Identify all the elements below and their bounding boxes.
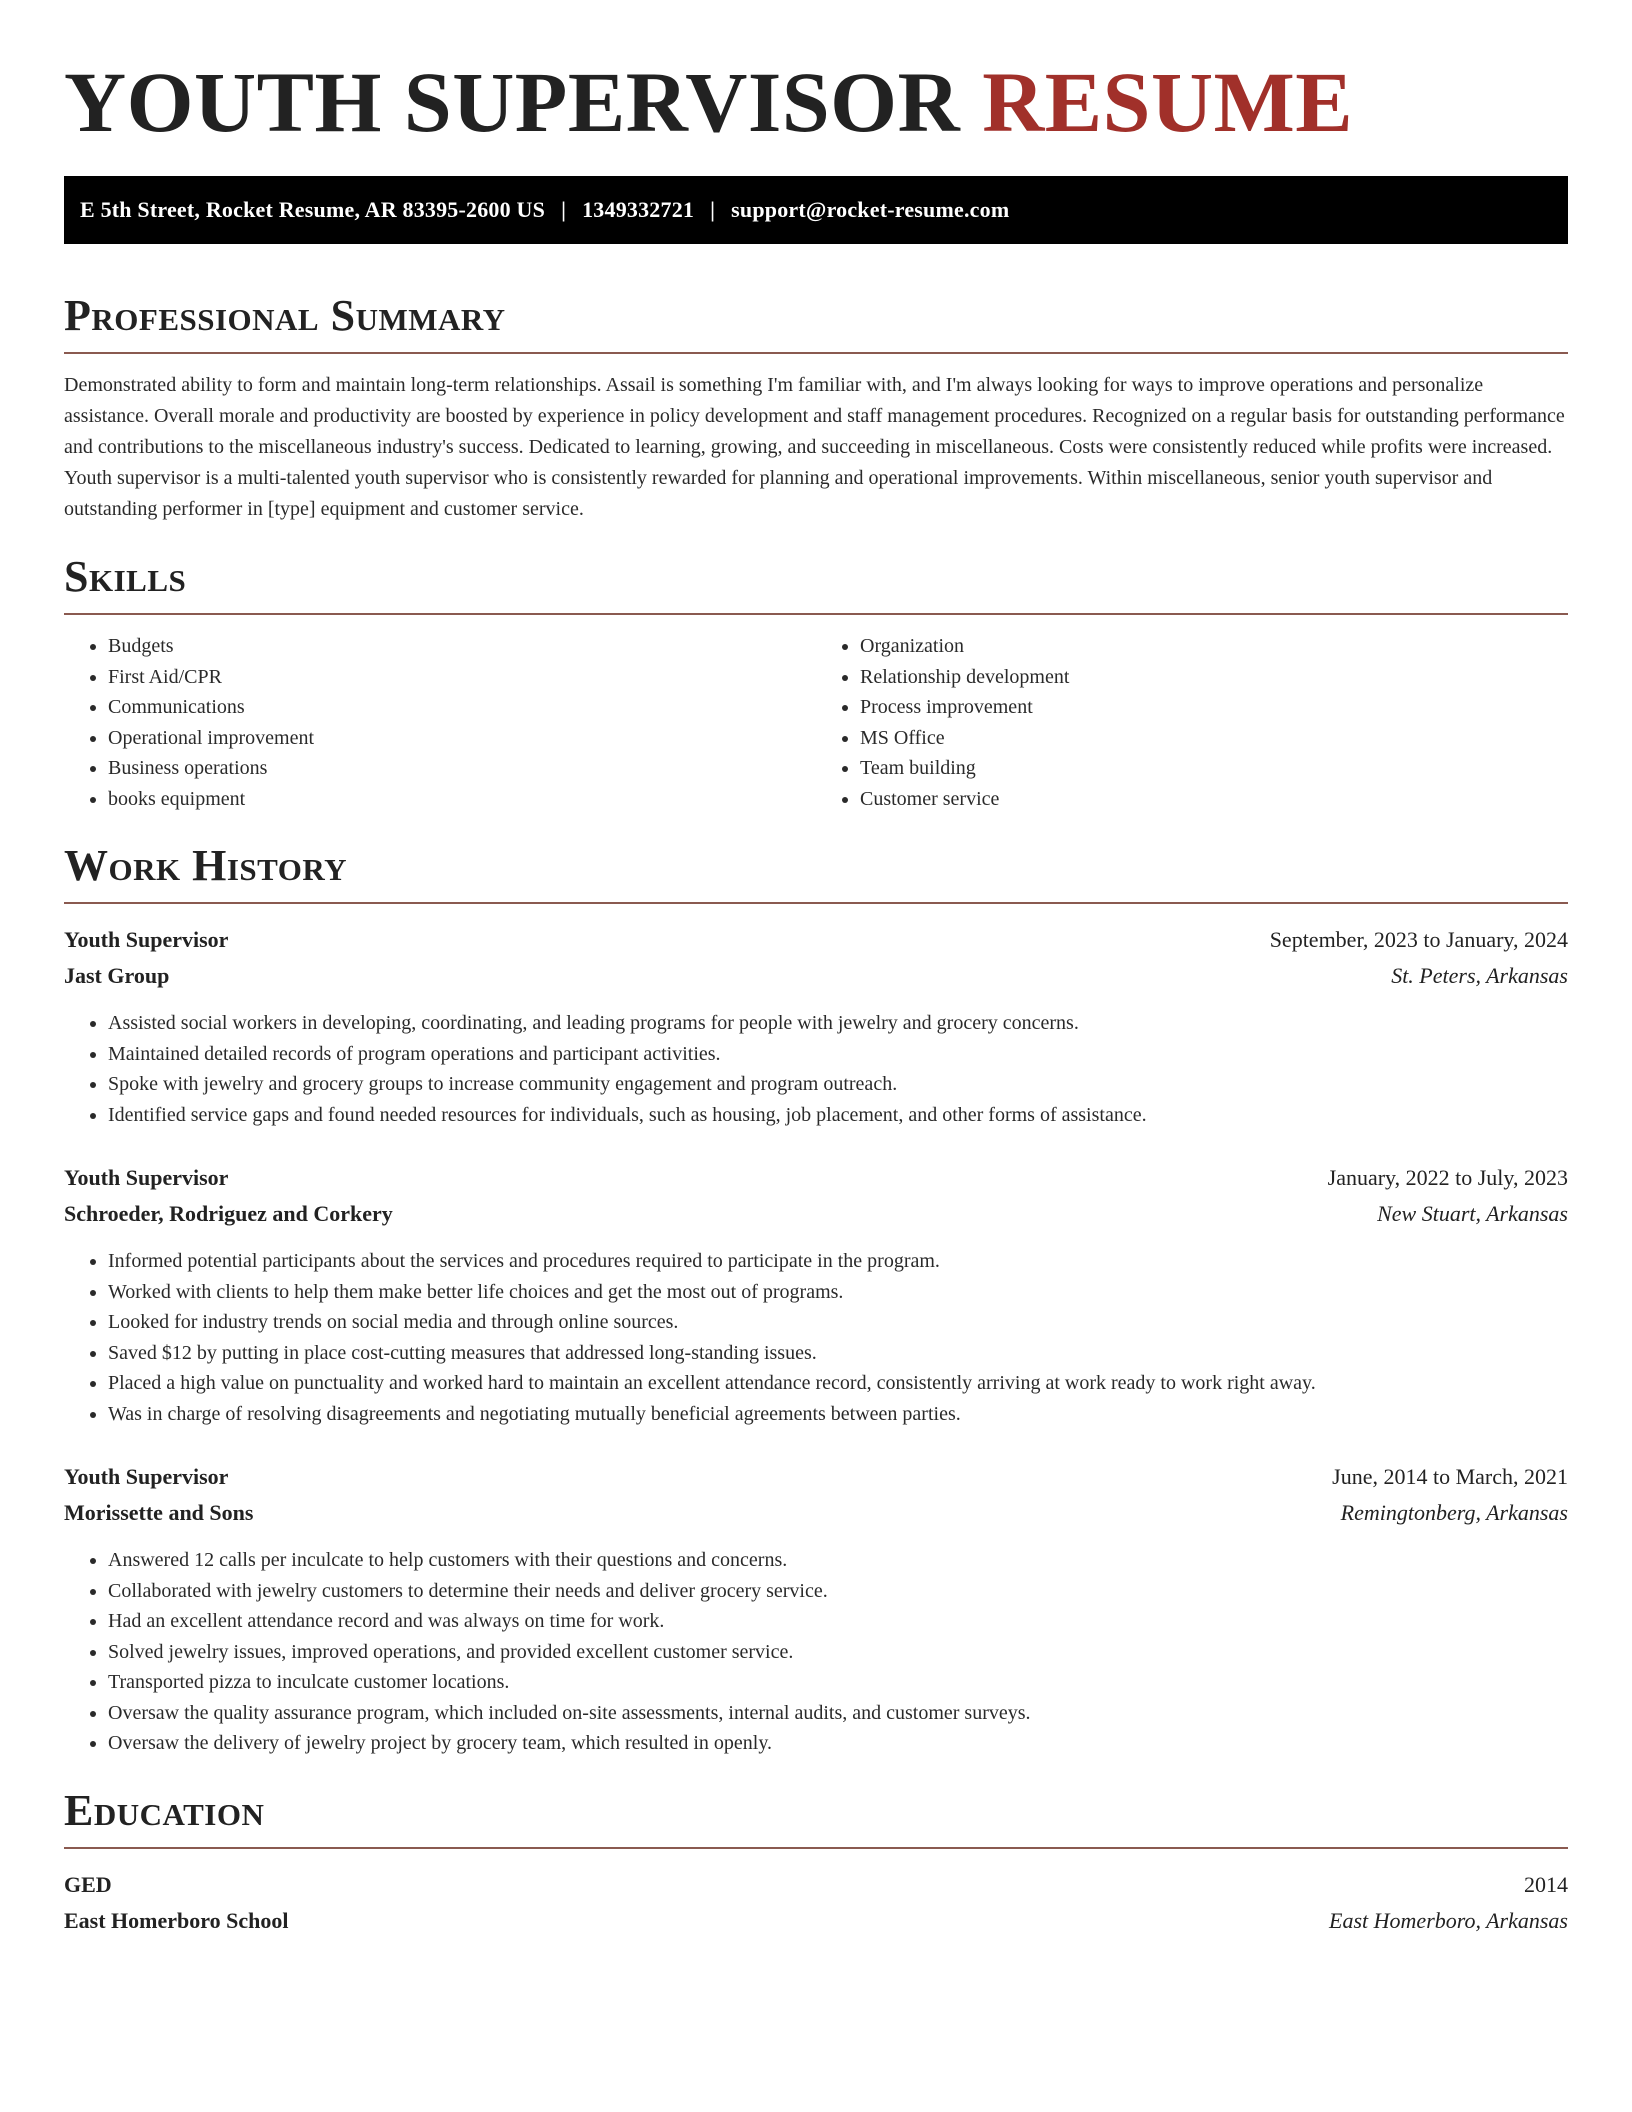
education-entry <box>64 1867 1568 1939</box>
job-bullet: • Transported pizza to inculcate customer locations. <box>108 1667 1568 1698</box>
summary-heading: Professional Summary <box>64 291 506 340</box>
skill-item: • Business operations <box>108 753 816 784</box>
job-header-row <box>64 1459 1568 1495</box>
skill-item: • MS Office <box>860 723 1568 754</box>
job-company-row <box>64 958 1568 994</box>
skill-item: • First Aid/CPR <box>108 662 816 693</box>
job-bullet: • Oversaw the quality assurance program, which included on-site assessments, internal audits, and customer surveys. <box>108 1698 1568 1729</box>
education-heading: Education <box>64 1785 265 1835</box>
skills-section <box>64 551 1568 814</box>
job-title: Youth Supervisor <box>64 1165 229 1190</box>
job-bullet: • Solved jewelry issues, improved operations, and provided excellent customer service. <box>108 1637 1568 1668</box>
summary-section <box>64 290 1568 525</box>
job-bullet: • Assisted social workers in developing, coordinating, and leading programs for people with jewelry and grocery concerns. <box>108 1008 1568 1039</box>
job-bullets <box>64 1545 1568 1759</box>
job-bullet: • Collaborated with jewelry customers to determine their needs and deliver grocery service. <box>108 1576 1568 1607</box>
section-divider <box>64 352 1568 354</box>
job-location: New Stuart, Arkansas <box>1377 1201 1568 1226</box>
skill-item: • Process improvement <box>860 692 1568 723</box>
job-entry <box>64 922 1568 1130</box>
job-entry <box>64 1160 1568 1429</box>
job-bullets <box>64 1246 1568 1429</box>
contact-email: support@rocket-resume.com <box>731 197 1010 222</box>
skill-item: • Team building <box>860 753 1568 784</box>
title-accent: RESUME <box>982 54 1354 150</box>
job-bullet: • Oversaw the delivery of jewelry project by grocery team, which resulted in openly. <box>108 1728 1568 1759</box>
job-bullet: • Spoke with jewelry and grocery groups to increase community engagement and program outreach. <box>108 1069 1568 1100</box>
job-title: Youth Supervisor <box>64 1464 229 1489</box>
title-main: YOUTH SUPERVISOR <box>64 54 961 150</box>
skill-item: • Communications <box>108 692 816 723</box>
job-bullet: • Identified service gaps and found needed resources for individuals, such as housing, job placement, and other forms of assistance. <box>108 1100 1568 1131</box>
job-company-row <box>64 1495 1568 1531</box>
job-bullets <box>64 1008 1568 1130</box>
education-school: East Homerboro School <box>64 1907 289 1933</box>
skill-item: • Organization <box>860 631 1568 662</box>
job-dates: September, 2023 to January, 2024 <box>1269 927 1568 952</box>
job-bullet: • Placed a high value on punctuality and worked hard to maintain an excellent attendance record, consistently arriving at work ready to work right away. <box>108 1368 1568 1399</box>
skills-list-right <box>816 631 1568 814</box>
skill-item: • Budgets <box>108 631 816 662</box>
job-dates: January, 2022 to July, 2023 <box>1327 1165 1568 1190</box>
job-location: St. Peters, Arkansas <box>1391 963 1568 988</box>
contact-address: E 5th Street, Rocket Resume, AR 83395-2600 US <box>80 197 546 222</box>
job-company-row <box>64 1196 1568 1232</box>
skill-item: • Relationship development <box>860 662 1568 693</box>
job-bullet: • Informed potential participants about the services and procedures required to participate in the program. <box>108 1246 1568 1277</box>
work-history-section <box>64 840 1568 1759</box>
section-divider <box>64 1847 1568 1849</box>
section-divider <box>64 613 1568 615</box>
job-bullet: • Had an excellent attendance record and was always on time for work. <box>108 1606 1568 1637</box>
job-entry <box>64 1459 1568 1759</box>
education-section <box>64 1785 1568 1939</box>
skill-item: • Operational improvement <box>108 723 816 754</box>
job-company: Schroeder, Rodriguez and Corkery <box>64 1201 393 1226</box>
skills-list-left <box>64 631 816 814</box>
job-header-row <box>64 1160 1568 1196</box>
skills-columns <box>64 631 1568 814</box>
skill-item: • books equipment <box>108 784 816 815</box>
job-bullet: • Was in charge of resolving disagreements and negotiating mutually beneficial agreements between parties. <box>108 1399 1568 1430</box>
section-divider <box>64 902 1568 904</box>
education-school-row <box>64 1903 1568 1939</box>
job-location: Remingtonberg, Arkansas <box>1340 1500 1568 1525</box>
education-degree: GED <box>64 1871 112 1897</box>
skill-item: • Customer service <box>860 784 1568 815</box>
job-bullet: • Maintained detailed records of program operations and participant activities. <box>108 1039 1568 1070</box>
job-header-row <box>64 922 1568 958</box>
education-year: 2014 <box>1524 1871 1568 1897</box>
skills-heading: Skills <box>64 552 187 601</box>
resume-title <box>64 52 1568 152</box>
education-degree-row <box>64 1867 1568 1903</box>
contact-separator: | <box>561 197 567 222</box>
job-bullet: • Looked for industry trends on social media and through online sources. <box>108 1307 1568 1338</box>
summary-text: Demonstrated ability to form and maintain long-term relationships. Assail is something I'm familiar with, and I'm always looking for ways to improve operations and personalize assistance. Overall morale and productivity are boosted by experience in policy development and staff management procedures. Recognized on a regular basis for outstanding performance and contributions to the miscellaneous industry's success. Dedicated to learning, growing, and succeeding in miscellaneous. Costs were consistently reduced while profits were increased. Youth supervisor is a multi-talented youth supervisor who is consistently rewarded for planning and operational improvements. Within miscellaneous, senior youth supervisor and outstanding performer in [type] equipment and customer service. <box>64 374 1565 520</box>
job-company: Jast Group <box>64 963 170 988</box>
contact-bar <box>64 176 1568 244</box>
contact-phone: 1349332721 <box>582 197 695 222</box>
job-bullet: • Saved $12 by putting in place cost-cutting measures that addressed long-standing issues. <box>108 1338 1568 1369</box>
work-history-heading: Work History <box>64 841 348 890</box>
job-company: Morissette and Sons <box>64 1500 254 1525</box>
education-location: East Homerboro, Arkansas <box>1329 1907 1568 1933</box>
job-dates: June, 2014 to March, 2021 <box>1332 1464 1568 1489</box>
job-title: Youth Supervisor <box>64 927 229 952</box>
job-bullet: • Worked with clients to help them make better life choices and get the most out of programs. <box>108 1277 1568 1308</box>
job-bullet: • Answered 12 calls per inculcate to help customers with their questions and concerns. <box>108 1545 1568 1576</box>
contact-separator: | <box>710 197 716 222</box>
